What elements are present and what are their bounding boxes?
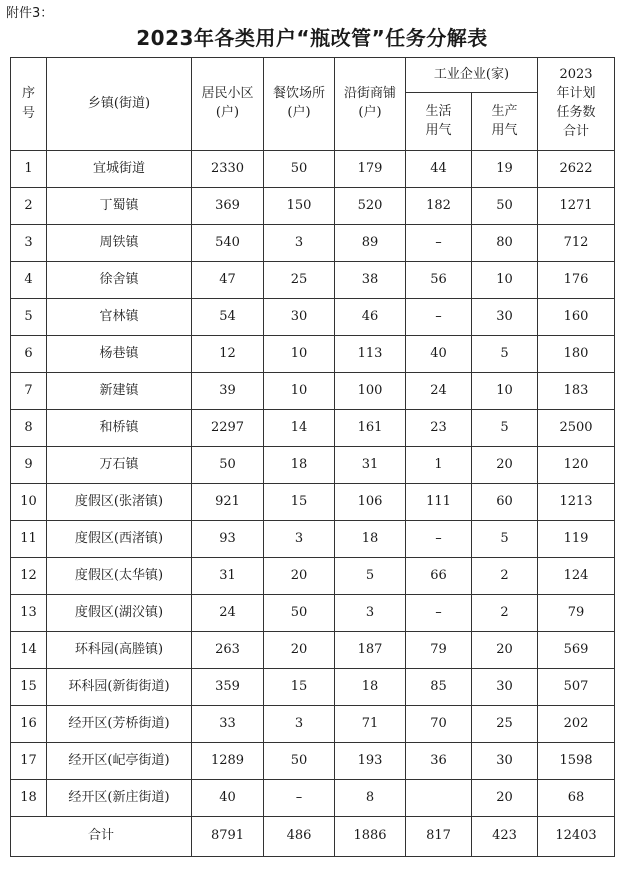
table-row [11,558,615,595]
total-row [11,817,615,857]
cell-total: 124 [538,558,615,595]
cell-shops: 179 [335,151,406,188]
cell-life: 79 [406,632,472,669]
cell-catering: 50 [264,151,335,188]
cell-shops: 46 [335,299,406,336]
task-breakdown-table [10,57,615,857]
cell-life [406,780,472,817]
cell-residential: 54 [192,299,264,336]
header-residential: 居民小区(户) [192,58,264,151]
cell-town: 和桥镇 [47,410,192,447]
cell-seq: 18 [11,780,47,817]
cell-seq: 2 [11,188,47,225]
cell-town: 宜城街道 [47,151,192,188]
total-label: 合计 [11,817,192,857]
header-industrial-production: 生产用气 [472,93,538,151]
cell-residential: 2330 [192,151,264,188]
cell-total: 2500 [538,410,615,447]
cell-shops: 38 [335,262,406,299]
cell-residential: 50 [192,447,264,484]
cell-total: 180 [538,336,615,373]
cell-seq: 16 [11,706,47,743]
cell-catering: 25 [264,262,335,299]
cell-town: 万石镇 [47,447,192,484]
cell-total: 569 [538,632,615,669]
cell-shops: 71 [335,706,406,743]
cell-production: 5 [472,336,538,373]
cell-residential: 24 [192,595,264,632]
cell-production: 10 [472,262,538,299]
cell-total: 119 [538,521,615,558]
cell-production: 20 [472,447,538,484]
total-plan: 12403 [538,817,615,857]
cell-life: 40 [406,336,472,373]
cell-production: 30 [472,743,538,780]
cell-catering: 20 [264,632,335,669]
cell-catering: 150 [264,188,335,225]
cell-town: 新建镇 [47,373,192,410]
cell-catering: 50 [264,743,335,780]
cell-shops: 106 [335,484,406,521]
table-row [11,151,615,188]
cell-catering: 3 [264,521,335,558]
cell-total: 120 [538,447,615,484]
cell-production: 19 [472,151,538,188]
cell-town: 丁蜀镇 [47,188,192,225]
cell-seq: 10 [11,484,47,521]
cell-production: 30 [472,669,538,706]
table-row [11,669,615,706]
cell-seq: 7 [11,373,47,410]
table-row [11,447,615,484]
cell-life: 182 [406,188,472,225]
cell-town: 经开区(屺亭街道) [47,743,192,780]
cell-life: 111 [406,484,472,521]
cell-catering: – [264,780,335,817]
total-life: 817 [406,817,472,857]
cell-life: 66 [406,558,472,595]
cell-total: 176 [538,262,615,299]
table-row [11,225,615,262]
table-row [11,299,615,336]
cell-seq: 17 [11,743,47,780]
cell-catering: 50 [264,595,335,632]
header-industrial-life: 生活用气 [406,93,472,151]
table-row [11,188,615,225]
cell-life: – [406,521,472,558]
cell-seq: 6 [11,336,47,373]
cell-seq: 11 [11,521,47,558]
table-row [11,521,615,558]
table-row [11,780,615,817]
header-industrial: 工业企业(家) [406,58,538,93]
cell-total: 1271 [538,188,615,225]
table-row [11,336,615,373]
page-title: 2023年各类用户“瓶改管”任务分解表 [136,26,488,50]
cell-life: – [406,225,472,262]
cell-residential: 31 [192,558,264,595]
cell-residential: 93 [192,521,264,558]
cell-town: 经开区(芳桥街道) [47,706,192,743]
cell-catering: 10 [264,336,335,373]
cell-shops: 18 [335,669,406,706]
cell-seq: 5 [11,299,47,336]
cell-shops: 89 [335,225,406,262]
header-total-plan: 2023年计划任务数合计 [538,58,615,151]
table-row [11,743,615,780]
cell-life: 1 [406,447,472,484]
cell-production: 20 [472,780,538,817]
cell-seq: 14 [11,632,47,669]
cell-life: 24 [406,373,472,410]
cell-shops: 8 [335,780,406,817]
total-production: 423 [472,817,538,857]
cell-production: 30 [472,299,538,336]
cell-total: 160 [538,299,615,336]
cell-total: 79 [538,595,615,632]
cell-town: 经开区(新庄街道) [47,780,192,817]
cell-seq: 13 [11,595,47,632]
cell-town: 环科园(高塍镇) [47,632,192,669]
table-row [11,410,615,447]
cell-production: 10 [472,373,538,410]
table-row [11,706,615,743]
cell-catering: 18 [264,447,335,484]
cell-total: 712 [538,225,615,262]
cell-catering: 14 [264,410,335,447]
cell-seq: 1 [11,151,47,188]
cell-town: 度假区(西渚镇) [47,521,192,558]
cell-catering: 3 [264,225,335,262]
cell-life: 85 [406,669,472,706]
cell-town: 徐舍镇 [47,262,192,299]
cell-total: 183 [538,373,615,410]
cell-production: 50 [472,188,538,225]
table-row [11,262,615,299]
cell-total: 1598 [538,743,615,780]
cell-shops: 5 [335,558,406,595]
cell-residential: 369 [192,188,264,225]
cell-shops: 161 [335,410,406,447]
cell-town: 官林镇 [47,299,192,336]
cell-production: 5 [472,410,538,447]
cell-production: 20 [472,632,538,669]
cell-residential: 40 [192,780,264,817]
cell-production: 2 [472,558,538,595]
cell-residential: 2297 [192,410,264,447]
cell-town: 度假区(湖㳇镇) [47,595,192,632]
cell-seq: 3 [11,225,47,262]
cell-total: 202 [538,706,615,743]
cell-life: 56 [406,262,472,299]
cell-life: 23 [406,410,472,447]
cell-shops: 31 [335,447,406,484]
cell-production: 80 [472,225,538,262]
cell-life: – [406,595,472,632]
cell-shops: 18 [335,521,406,558]
cell-shops: 100 [335,373,406,410]
cell-production: 25 [472,706,538,743]
cell-town: 周铁镇 [47,225,192,262]
cell-seq: 12 [11,558,47,595]
cell-shops: 187 [335,632,406,669]
cell-residential: 47 [192,262,264,299]
cell-seq: 9 [11,447,47,484]
header-catering: 餐饮场所(户) [264,58,335,151]
table-row [11,632,615,669]
cell-catering: 15 [264,484,335,521]
cell-residential: 12 [192,336,264,373]
header-town: 乡镇(街道) [47,58,192,151]
cell-residential: 39 [192,373,264,410]
table-row [11,373,615,410]
cell-catering: 3 [264,706,335,743]
cell-total: 1213 [538,484,615,521]
cell-catering: 30 [264,299,335,336]
total-residential: 8791 [192,817,264,857]
cell-life: – [406,299,472,336]
total-catering: 486 [264,817,335,857]
cell-seq: 15 [11,669,47,706]
cell-life: 70 [406,706,472,743]
cell-life: 44 [406,151,472,188]
cell-shops: 113 [335,336,406,373]
cell-seq: 8 [11,410,47,447]
cell-residential: 1289 [192,743,264,780]
cell-total: 507 [538,669,615,706]
cell-shops: 520 [335,188,406,225]
cell-catering: 15 [264,669,335,706]
cell-residential: 540 [192,225,264,262]
cell-production: 60 [472,484,538,521]
attachment-label: 附件3： [6,6,54,21]
cell-town: 度假区(太华镇) [47,558,192,595]
cell-catering: 20 [264,558,335,595]
cell-shops: 193 [335,743,406,780]
cell-residential: 263 [192,632,264,669]
cell-production: 2 [472,595,538,632]
cell-catering: 10 [264,373,335,410]
total-shops: 1886 [335,817,406,857]
cell-life: 36 [406,743,472,780]
header-seq: 序号 [11,58,47,151]
cell-shops: 3 [335,595,406,632]
cell-seq: 4 [11,262,47,299]
cell-residential: 921 [192,484,264,521]
cell-total: 2622 [538,151,615,188]
table-row [11,595,615,632]
header-street-shops: 沿街商铺(户) [335,58,406,151]
cell-residential: 33 [192,706,264,743]
cell-town: 杨巷镇 [47,336,192,373]
cell-production: 5 [472,521,538,558]
table-row [11,484,615,521]
table-body [11,151,615,817]
cell-total: 68 [538,780,615,817]
cell-town: 度假区(张渚镇) [47,484,192,521]
cell-town: 环科园(新街街道) [47,669,192,706]
cell-residential: 359 [192,669,264,706]
